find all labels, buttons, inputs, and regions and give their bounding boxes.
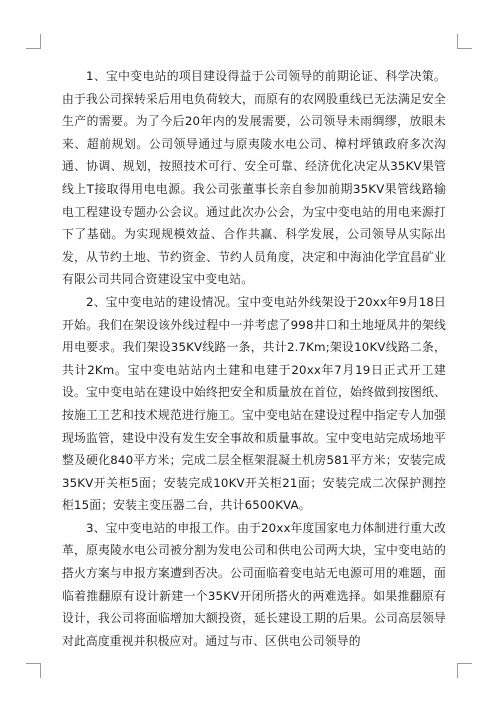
crop-mark-top-left [26,34,41,49]
crop-mark-bottom-right [457,663,472,678]
paragraph-construction-status: 2、宝中变电站的建设情况。宝中变电站外线架设于20xx年9月18日开始。我们在架设该外线过程中一并考虑了998井口和土地垭凤井的架线用电要求。我们架设35KV线路一条，共计2.7Km;架设10KV线路二条，共计2Km。宝中变电站站内土建和电建于20xx年7月19日正式开工建设。宝中变电站在建设中始终把安全和质量放在首位，始终做到按图纸、按施工工艺和技术规范进行施工。宝中变电站在建设过程中指定专人加强现场监管，建设中没有发生安全事故和质量事故。宝中变电站完成场地平整及硬化840平方米；完成二层全框架混凝土机房581平方米；安装完成35KV开关柜5面；安装完成10KV开关柜21面；安装完成二次保护测控柜15面；安装主变压器二台，共计6500KVA。 [62,294,446,513]
document-body [62,65,446,652]
crop-mark-top-right [457,34,472,49]
paragraph-project-decision: 1、宝中变电站的项目建设得益于公司领导的前期论证、科学决策。由于我公司探转采后用电负荷较大，而原有的农网股重线已无法满足安全生产的需要。为了今后20年内的发展需要，公司领导未雨绸缪，放眼未来、超前规划。公司领导通过与原夷陵水电公司、樟村坪镇政府多次沟通、协调、规划，按照技术可行、安全可靠、经济优化决定从35KV果管线上T接取得用电电源。我公司张董事长亲自参加前期35KV果管线路输电工程建设专题办公会议。通过此次办公会，为宝中变电站的用电来源打下了基础。为实现规模效益、合作共赢、科学发展，公司领导从实际出发，从节约土地、节约资金、节约人员角度，决定和中海油化学宜昌矿业有限公司共同合资建设宝中变电站。 [62,69,446,287]
paragraph-application-work: 3、宝中变电站的申报工作。由于20xx年度国家电力体制进行重大改革，原夷陵水电公司被分割为发电公司和供电公司两大块，宝中变电站的搭火方案与申报方案遭到否决。公司面临着变电站无电源可用的难题，面临着推翻原有设计新建一个35KV开闭所搭火的两难选择。如果推翻原有设计，我公司将面临增加大额投资，延长建设工期的后果。公司高层领导对此高度重视并积极应对。通过与市、区供电公司领导的 [62,520,446,648]
crop-mark-bottom-left [26,663,41,678]
